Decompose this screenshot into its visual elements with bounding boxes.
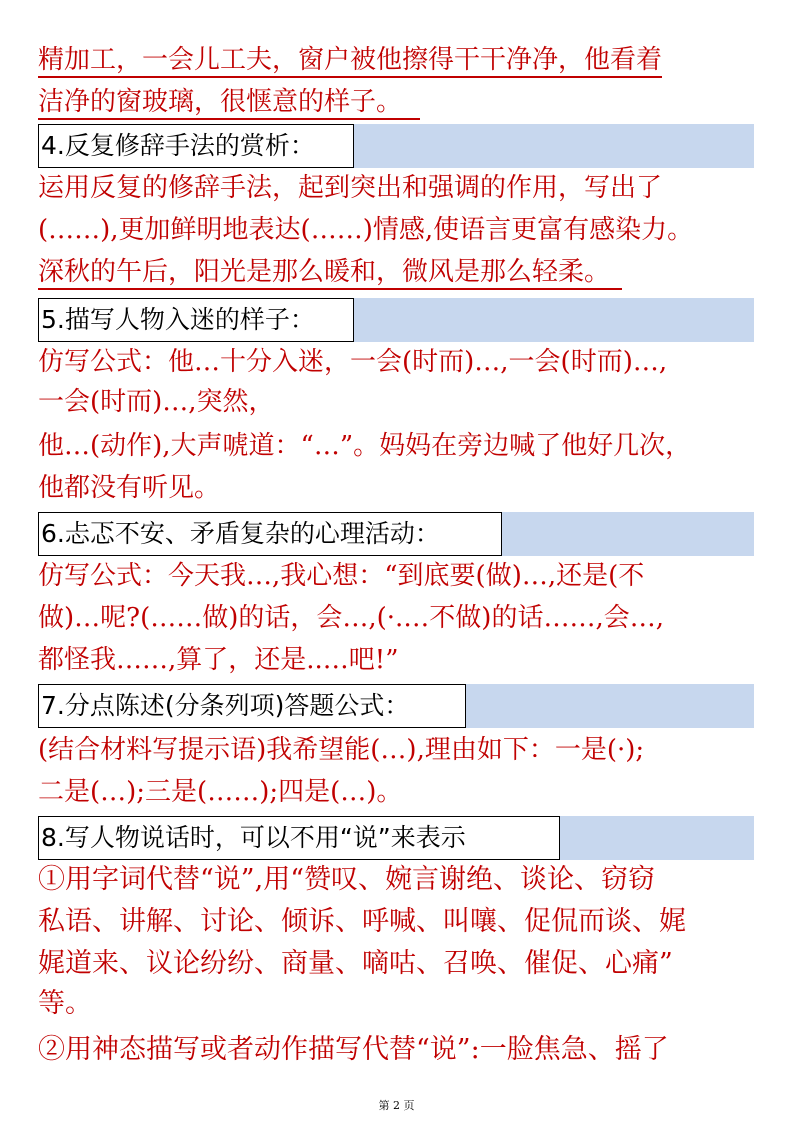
section-8-line-3 [38, 948, 673, 980]
section-8-line-5 [38, 1034, 669, 1066]
section-8-heading-box [38, 816, 560, 860]
section-7-heading: 7.分点陈述(分条列项)答题公式： [41, 691, 410, 720]
section-5-line-1 [38, 346, 667, 378]
section-8-line-3-text: 娓道来、议论纷纷、商量、嘀咕、召唤、催促、心痛” [38, 948, 673, 979]
section-6-line-2 [38, 602, 664, 634]
section-5-heading-band [38, 298, 754, 342]
section-6-line-2-text: 做)…呢?(……做)的话，会…,(·.…不做)的话……,会…, [38, 603, 664, 633]
section-6-line-3-text: 都怪我……,算了，还是..…吧!” [38, 645, 399, 675]
section-4-heading-box [38, 124, 354, 168]
section-7-line-1 [38, 734, 644, 766]
section-8-line-4 [38, 988, 92, 1020]
section-7-heading-band [38, 684, 754, 728]
section-8-line-2-text: 私语、讲解、讨论、倾诉、呼喊、叫嚷、促侃而谈、娓 [38, 906, 686, 937]
section-8-line-1-text: ①用字词代替“说”,用“赞叹、婉言谢绝、谈论、窃窃 [38, 864, 655, 895]
section-6-heading-band [38, 512, 754, 556]
section-5-line-2 [38, 386, 275, 418]
section-6-line-3 [38, 644, 399, 676]
section-8-line-2 [38, 906, 686, 938]
section-8-line-4-text: 等。 [38, 988, 92, 1019]
section-4-line-1 [38, 172, 662, 204]
intro-line-1-text: 精加工，一会儿工夫，窗户被他擦得干干净净，他看着 [38, 45, 662, 78]
section-7-line-2-text: 二是(…);三是(……);四是(…)。 [38, 777, 403, 807]
section-5-line-1-text: 仿写公式：他…十分入迷，一会(时而)…,一会(时而)…, [38, 347, 668, 377]
section-4-line-3-text: 深秋的午后，阳光是那么暖和，微风是那么轻柔。 [38, 257, 622, 290]
intro-line-1 [38, 44, 662, 76]
intro-line-2 [38, 86, 420, 118]
section-5-heading: 5.描写人物入迷的样子： [41, 305, 315, 334]
section-6-heading-box [38, 512, 502, 556]
section-5-line-3 [38, 430, 691, 462]
section-4-heading-band [38, 124, 754, 168]
section-7-heading-box [38, 684, 466, 728]
section-8-heading: 8.写人物说话时，可以不用“说”来表示 [41, 823, 466, 852]
section-6-line-1 [38, 560, 644, 592]
section-4-line-2-text: (……),更加鲜明地表达(……)情感,使语言更富有感染力。 [38, 215, 694, 245]
section-8-line-1 [38, 864, 655, 896]
page-number: 第 2 页 [378, 1099, 415, 1112]
section-6-line-1-text: 仿写公式：今天我…,我心想：“到底要(做)…,还是(不 [38, 561, 645, 591]
section-5-line-4-text: 他都没有听见。 [38, 473, 221, 503]
section-4-line-2 [38, 214, 693, 246]
section-5-heading-box [38, 298, 354, 342]
section-7-line-1-text: (结合材料写提示语)我希望能(…),理由如下：一是(·); [38, 735, 645, 765]
intro-line-2-text: 洁净的窗玻璃，很惬意的样子。 [38, 87, 420, 120]
section-7-line-2 [38, 776, 402, 808]
section-8-heading-band [38, 816, 754, 860]
section-6-heading: 6.忐忑不安、矛盾复杂的心理活动： [41, 519, 440, 548]
section-5-line-2-text: 一会(时而)…,突然， [38, 387, 275, 417]
section-4-heading: 4.反复修辞手法的赏析： [41, 131, 315, 160]
section-4-line-3 [38, 256, 622, 288]
section-5-line-4 [38, 472, 220, 504]
section-5-line-3-text: 他…(动作),大声唬道：“…”。妈妈在旁边喊了他好几次， [38, 431, 692, 461]
section-8-line-5-text: ②用神态描写或者动作描写代替“说”:一脸焦急、摇了 [38, 1034, 669, 1065]
section-4-line-1-text: 运用反复的修辞手法，起到突出和强调的作用，写出了 [38, 173, 663, 203]
